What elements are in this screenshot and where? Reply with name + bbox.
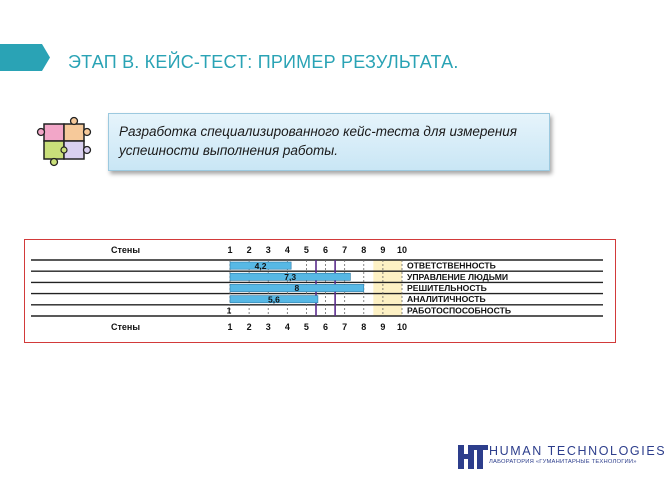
tick-label: 1 xyxy=(227,245,233,255)
title-arrow-icon xyxy=(0,44,50,71)
tick-label: 5 xyxy=(303,245,309,255)
tick-label: 6 xyxy=(323,322,329,332)
tick-label: 2 xyxy=(246,322,252,332)
bar-value-label: 4,2 xyxy=(254,260,267,271)
tick-label: 8 xyxy=(361,245,367,255)
bar-value-label: 5,6 xyxy=(268,294,280,305)
category-label: РАБОТОСПОСОБНОСТЬ xyxy=(407,305,511,316)
axis-label: Стены xyxy=(111,245,141,255)
result-chart xyxy=(24,239,616,343)
logo-name: HUMAN TECHNOLOGIES xyxy=(489,444,666,458)
bar-value-label: 7,3 xyxy=(284,272,297,282)
bar-value-label: 8 xyxy=(294,283,300,294)
tick-label: 3 xyxy=(265,245,271,255)
category-label: РЕШИТЕЛЬНОСТЬ xyxy=(407,283,487,293)
logo-subtitle: ЛАБОРАТОРИЯ «ГУМАНИТАРНЫЕ ТЕХНОЛОГИИ» xyxy=(489,459,637,465)
callout-text: Разработка специализированного кейс-теста для измерения успешности выполнения работы. xyxy=(119,124,518,158)
page-title: ЭТАП В. КЕЙС-ТЕСТ: ПРИМЕР РЕЗУЛЬТАТА. xyxy=(68,52,459,72)
category-label: УПРАВЛЕНИЕ ЛЮДЬМИ xyxy=(407,271,509,282)
tick-label: 8 xyxy=(361,322,367,332)
tick-label: 6 xyxy=(323,245,329,255)
high-score-band xyxy=(373,260,402,316)
category-label: ОТВЕТСТВЕННОСТЬ xyxy=(407,260,496,271)
tick-label: 9 xyxy=(380,322,386,332)
tick-label: 7 xyxy=(342,322,348,332)
puzzle-icon xyxy=(38,118,92,168)
axis-label: Стены xyxy=(111,322,141,332)
bar-value-label: 1 xyxy=(226,305,232,316)
tick-label: 10 xyxy=(396,322,408,332)
tick-label: 10 xyxy=(396,245,408,255)
tick-label: 4 xyxy=(284,322,290,332)
callout-box xyxy=(108,113,550,171)
tick-label: 3 xyxy=(265,322,271,332)
chart-svg xyxy=(25,240,617,344)
logo-icon xyxy=(458,443,488,469)
tick-label: 4 xyxy=(284,245,290,255)
tick-label: 9 xyxy=(380,245,386,255)
category-label: АНАЛИТИЧНОСТЬ xyxy=(407,294,486,305)
tick-label: 2 xyxy=(246,245,252,255)
tick-label: 7 xyxy=(342,245,348,255)
tick-label: 1 xyxy=(227,322,233,332)
tick-label: 5 xyxy=(303,322,309,332)
